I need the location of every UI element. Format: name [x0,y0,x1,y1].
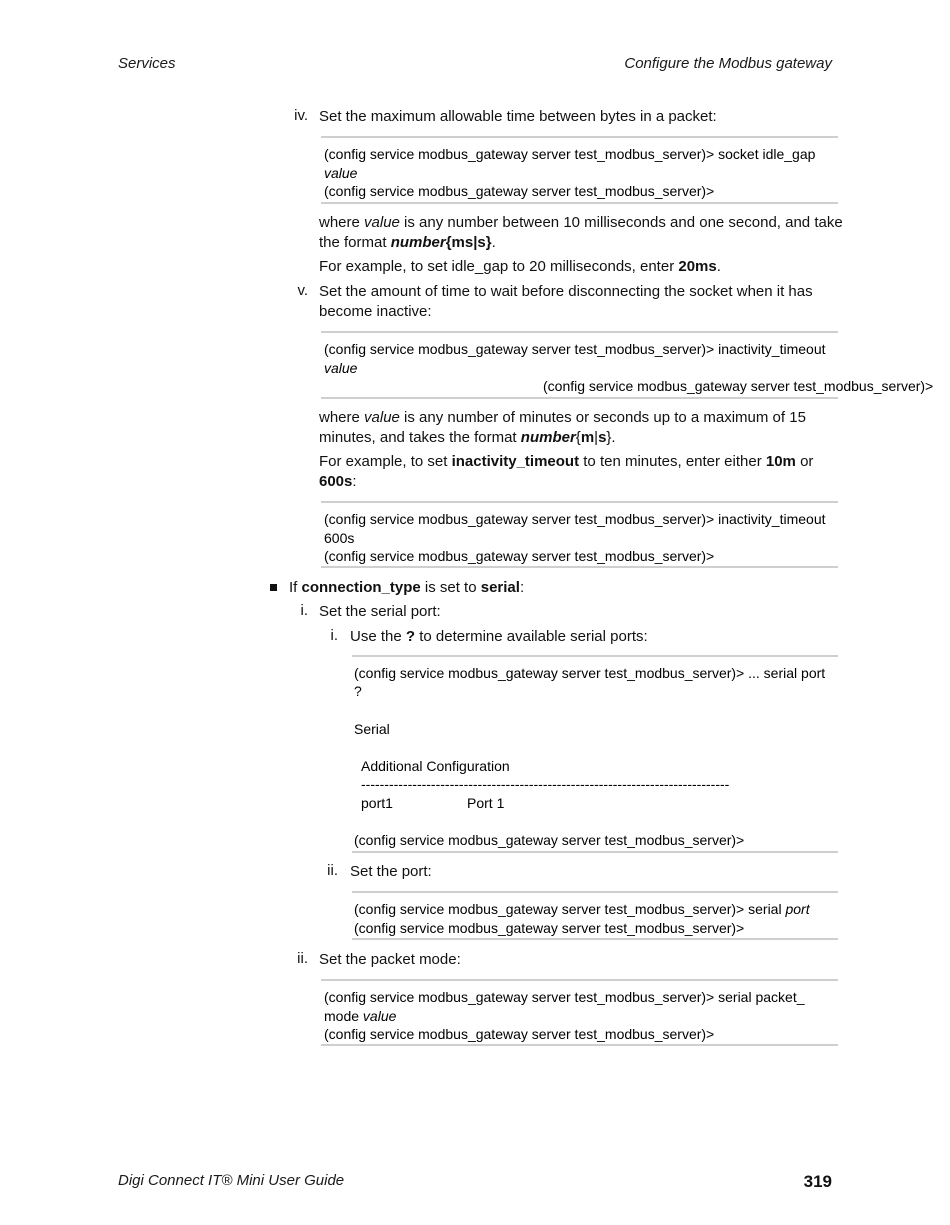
code-line: (config service modbus_gateway server test_modbus_server)> socket idle_gap [324,146,816,162]
step-iv-where-text: where value is any number between 10 milliseconds and one second, and take the format number{ms|s}. [319,214,843,251]
header-section-title: Services [118,55,176,72]
code-line: value [324,164,358,181]
code-line: 600s [324,529,355,546]
header-page-topic: Configure the Modbus gateway [624,55,832,72]
serial-ii-text: Set the packet mode: [319,951,461,968]
code-block-idle-gap [321,136,838,204]
serial-i-text: Set the serial port: [319,603,441,620]
step-number-serial-i: i. [300,602,308,619]
code-block-packet-mode [321,979,838,1046]
step-number-serial-ii: ii. [297,950,308,967]
step-iv-example-text: For example, to set idle_gap to 20 milliseconds, enter 20ms. [319,258,721,275]
code-block-inactivity-example [321,501,838,568]
serial-i-i-text: Use the ? to determine available serial ports: [350,628,648,645]
code-line: Port 1 [467,795,505,811]
code-line: (config service modbus_gateway server test_modbus_server)> [543,378,934,394]
step-number-v: v. [297,282,308,299]
code-block-serial-port-list [352,655,838,853]
code-line: (config service modbus_gateway server test_modbus_server)> serial port [354,901,810,917]
code-line: (config service modbus_gateway server test_modbus_server)> inactivity_timeout [324,511,826,527]
code-line: (config service modbus_gateway server test_modbus_server)> inactivity_timeout [324,341,826,357]
code-line: Additional Configuration [361,758,510,774]
code-line: port1 [361,795,393,811]
step-number-serial-i-ii: ii. [327,862,338,879]
code-line: (config service modbus_gateway server test_modbus_server)> [324,1026,715,1042]
step-v-text: Set the amount of time to wait before disconnecting the socket when it has become inactive: [319,283,813,320]
serial-bullet-text: If connection_type is set to serial: [289,579,525,596]
step-v-where-text: where value is any number of minutes or seconds up to a maximum of 15 minutes, and takes the format number{m|s}. [319,409,806,446]
code-line: (config service modbus_gateway server test_modbus_server)> [354,919,745,936]
footer-page-number: 319 [803,1172,832,1191]
code-line: (config service modbus_gateway server test_modbus_server)> [354,832,745,848]
step-iv-text: Set the maximum allowable time between bytes in a packet: [319,108,717,125]
serial-i-ii-text: Set the port: [350,863,432,880]
code-line: (config service modbus_gateway server test_modbus_server)> [324,548,715,564]
code-block-inactivity-timeout [321,331,934,399]
code-line: (config service modbus_gateway server test_modbus_server)> ... serial port [354,665,826,681]
step-number-iv: iv. [294,107,308,124]
step-v-example-text: For example, to set inactivity_timeout to ten minutes, enter either 10m or 600s: [319,453,814,490]
code-line: mode value [324,1007,397,1024]
code-line: ? [354,683,362,699]
code-line: Serial [354,721,390,737]
bullet-square-icon [270,584,277,591]
step-number-serial-i-i: i. [330,627,338,644]
code-line: (config service modbus_gateway server test_modbus_server)> [324,183,715,199]
code-line: (config service modbus_gateway server test_modbus_server)> serial packet_ [324,989,805,1005]
code-block-serial-port-set [352,891,838,940]
code-line: value [324,359,358,376]
footer-guide-title: Digi Connect IT® Mini User Guide [118,1172,345,1189]
code-line: ------------------------------------------------------------------------------- [361,776,730,792]
